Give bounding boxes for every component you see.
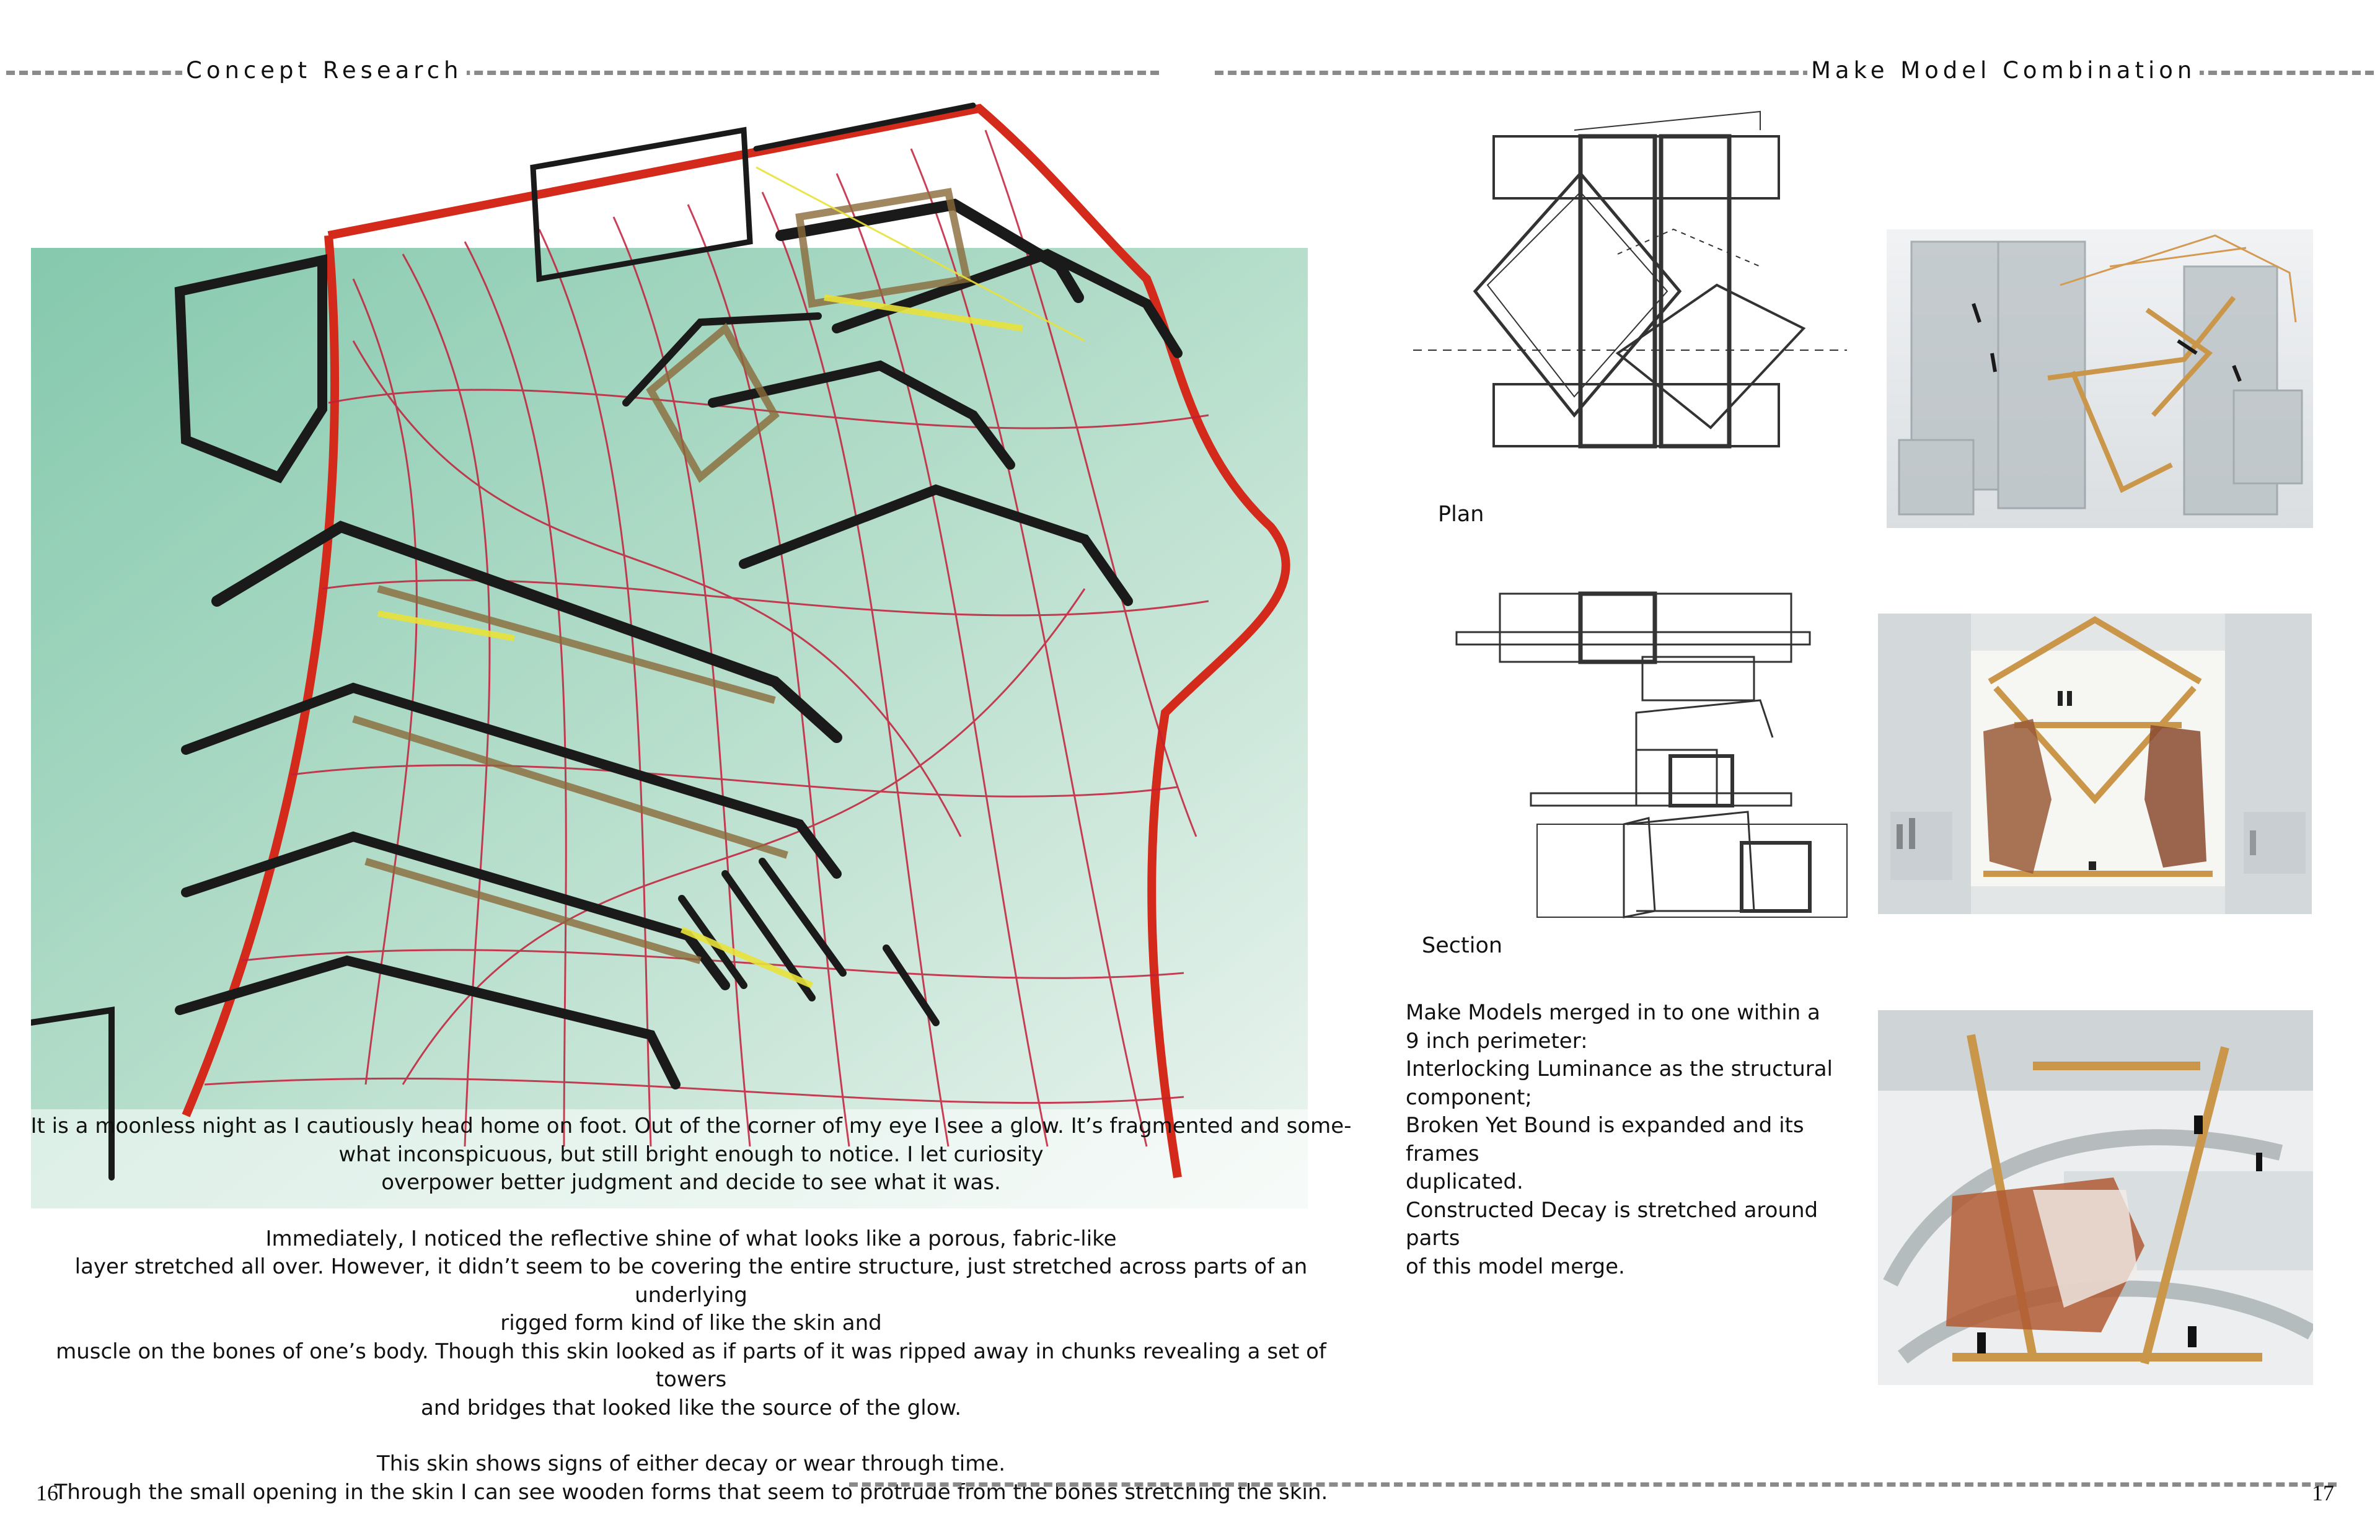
notes-line: Interlocking Luminance as the structural [1406,1057,1833,1081]
notes-line: 9 inch perimeter: [1406,1028,1588,1054]
story-line: what inconspicuous, but still bright enough to notice. I let curiosity [338,1142,1044,1167]
plan-drawing [1413,105,1847,521]
header-title-left: Concept Research [182,57,467,84]
concept-sketch [31,93,1370,1227]
plan-label: Plan [1438,502,1484,527]
footer-rule [849,1482,2337,1487]
model-notes [1406,999,1864,1281]
story-line: Immediately, I noticed the reflective shine of what looks like a porous, fabric-like [265,1226,1117,1251]
story-line: muscle on the bones of one’s body. Though this skin looked as if parts of it was ripped away in chunks revealing a set of towers [56,1339,1326,1392]
notes-line: frames [1406,1141,1479,1166]
header-rule-right [1215,71,2374,75]
story-line: This skin shows signs of either decay or wear through time. [376,1451,1006,1476]
story-text [25,1112,1357,1507]
model-photo-closeup [1878,1010,2313,1385]
story-line: Through the small opening in the skin I can see wooden forms that seem to protrude from the bones stretching the skin. [54,1479,1328,1505]
story-line: layer stretched all over. However, it didn’t seem to be covering the entire structure, just stretched across parts of an underlying [74,1254,1308,1308]
page-number-left: 16 [36,1481,58,1505]
story-line: overpower better judgment and decide to see what it was. [381,1170,1001,1195]
header-title-right: Make Model Combination [1807,57,2200,84]
model-photo-interior [1878,614,2312,914]
section-drawing [1450,589,1859,923]
page-number-right: 17 [2312,1481,2334,1505]
notes-line: of this model merge. [1406,1254,1625,1279]
model-photo-overview [1887,229,2313,528]
section-label: Section [1422,933,1503,958]
notes-line: duplicated. [1406,1169,1523,1194]
notes-line: Broken Yet Bound is expanded and its [1406,1113,1804,1138]
story-line: and bridges that looked like the source of the glow. [421,1395,961,1420]
notes-line: Make Models merged in to one within a [1406,1000,1820,1025]
story-line: It is a moonless night as I cautiously head home on foot. Out of the corner of my eye I see a glow. It’s fragmented and some- [30,1114,1352,1138]
story-line: rigged form kind of like the skin and [500,1311,882,1335]
notes-line: component; [1406,1085,1532,1110]
notes-line: Constructed Decay is stretched around parts [1406,1197,1818,1251]
header-rule-left [6,71,1159,75]
